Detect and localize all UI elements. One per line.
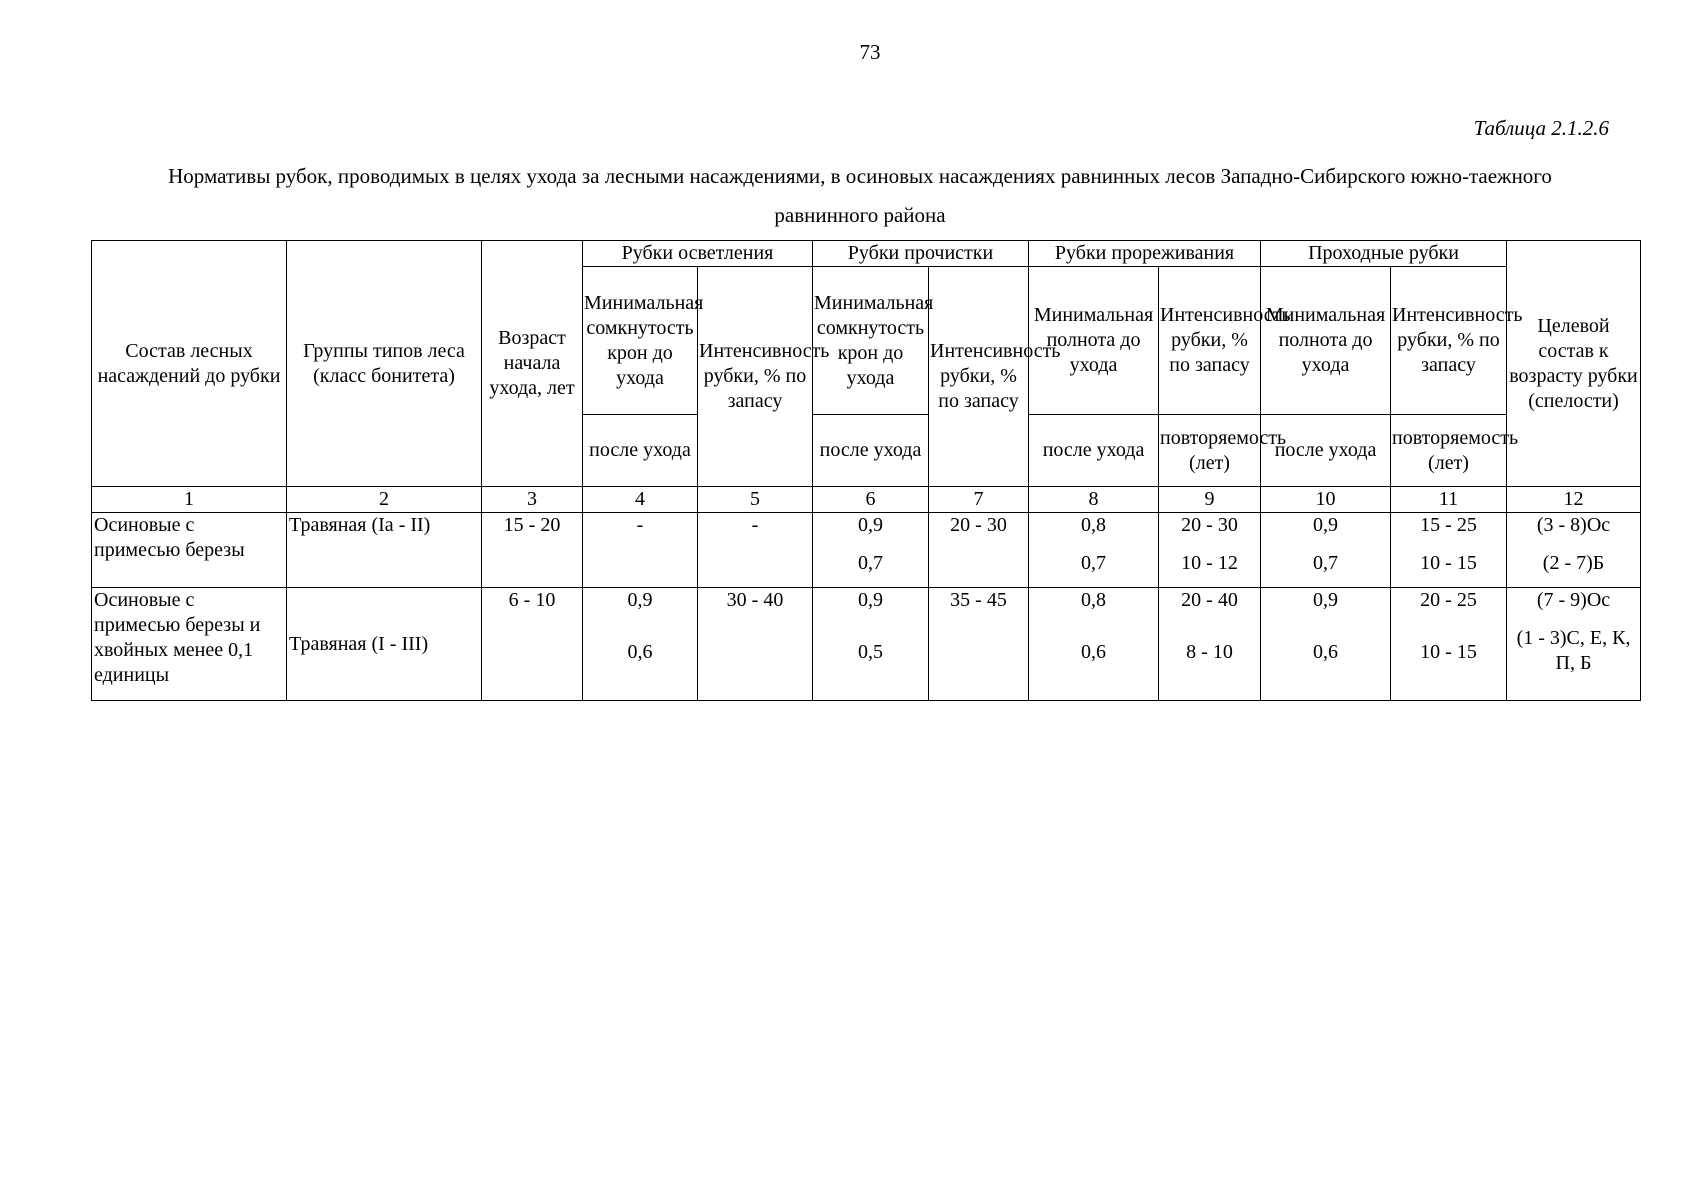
cell-value-intensity: 15 - 25 <box>1420 514 1477 536</box>
cell-c5: - <box>698 513 813 588</box>
header-group-clearing: Рубки осветления <box>583 241 813 267</box>
cell-value-after: 0,7 <box>858 552 883 574</box>
standards-table <box>91 240 1641 701</box>
cell-value-before: 0,9 <box>1313 589 1339 611</box>
cell-start-age: 6 - 10 <box>482 588 583 701</box>
column-number: 4 <box>583 487 698 513</box>
header-group-cleaning: Рубки прочистки <box>813 241 1029 267</box>
cell-composition: Осиновые с примесью березы <box>92 513 287 588</box>
cell-value-after: 0,7 <box>1081 552 1107 574</box>
cell-c4 <box>583 513 698 588</box>
page-number: 73 <box>859 40 881 64</box>
column-number: 6 <box>813 487 929 513</box>
cell-c6 <box>813 513 929 588</box>
header-c4-min-closure: Минимальная сомкнутость крон до ухода <box>583 267 698 415</box>
cell-value-before: 0,8 <box>1081 514 1107 536</box>
header-c5-intensity: Интенсивность рубки, % по запасу <box>698 267 813 487</box>
column-number: 10 <box>1261 487 1391 513</box>
cell-value-repeat: 8 - 10 <box>1186 641 1233 663</box>
cell-value-intensity: 20 - 30 <box>1181 514 1238 536</box>
header-start-age: Возраст начала ухода, лет <box>482 241 583 487</box>
cell-c9 <box>1159 588 1261 701</box>
cell-c8 <box>1029 513 1159 588</box>
cell-forest-type: Травяная (Ia - II) <box>287 513 482 588</box>
header-group-passage: Проходные рубки <box>1261 241 1507 267</box>
header-group-row <box>92 241 1641 267</box>
header-c8-after: после ухода <box>1029 415 1159 487</box>
column-number: 7 <box>929 487 1029 513</box>
cell-value-before: - <box>636 514 644 536</box>
column-number: 11 <box>1391 487 1507 513</box>
cell-value-before: 0,9 <box>858 514 883 536</box>
header-c6-after: после ухода <box>813 415 929 487</box>
table-row <box>92 513 1641 588</box>
column-number: 1 <box>92 487 287 513</box>
table-row <box>92 588 1641 701</box>
column-number: 2 <box>287 487 482 513</box>
cell-value-after: 0,6 <box>1313 641 1339 663</box>
table-title: Нормативы рубок, проводимых в целях ухода за лесными насаждениями, в осиновых насаждениях равнинных лесов Западно-Сибирского южно-таежного равнинного района <box>168 164 1552 227</box>
header-group-thinning: Рубки прореживания <box>1029 241 1261 267</box>
header-c10-after: после ухода <box>1261 415 1391 487</box>
header-c11-intensity: Интенсивность рубки, % по запасу <box>1391 267 1507 415</box>
header-c10-min-density: Минимальная полнота до ухода <box>1261 267 1391 415</box>
cell-target <box>1507 588 1641 701</box>
cell-value-after: 0,5 <box>858 641 883 663</box>
cell-value-intensity: 20 - 25 <box>1420 589 1477 611</box>
cell-value-before: 0,8 <box>1081 589 1107 611</box>
cell-value-repeat: 10 - 15 <box>1420 552 1477 574</box>
header-c4-after: после ухода <box>583 415 698 487</box>
column-number-row <box>92 487 1641 513</box>
header-composition: Состав лесных насаждений до рубки <box>92 241 287 487</box>
cell-c7: 35 - 45 <box>929 588 1029 701</box>
cell-c9 <box>1159 513 1261 588</box>
cell-value-repeat: 10 - 12 <box>1181 552 1238 574</box>
header-forest-type: Группы типов леса (класс бонитета) <box>287 241 482 487</box>
cell-start-age: 15 - 20 <box>482 513 583 588</box>
cell-c5: 30 - 40 <box>698 588 813 701</box>
column-number: 12 <box>1507 487 1641 513</box>
header-c11-repeat: повторяемость (лет) <box>1391 415 1507 487</box>
cell-forest-type: Травяная (I - III) <box>287 588 482 701</box>
header-c6-min-closure: Минимальная сомкнутость крон до ухода <box>813 267 929 415</box>
header-target-composition: Целевой состав к возрасту рубки (спелости) <box>1507 241 1641 487</box>
cell-c4 <box>583 588 698 701</box>
column-number: 9 <box>1159 487 1261 513</box>
cell-value-after: 0,6 <box>627 641 653 663</box>
cell-value-after: 0,7 <box>1313 552 1339 574</box>
cell-c8 <box>1029 588 1159 701</box>
cell-c10 <box>1261 513 1391 588</box>
header-c9-repeat: повторяемость (лет) <box>1159 415 1261 487</box>
cell-composition: Осиновые с примесью березы и хвойных менее 0,1 единицы <box>92 588 287 701</box>
cell-target-main: (3 - 8)Ос <box>1536 514 1611 536</box>
cell-value-intensity: 20 - 40 <box>1181 589 1238 611</box>
cell-value-repeat: 10 - 15 <box>1420 641 1477 663</box>
header-c8-min-density: Минимальная полнота до ухода <box>1029 267 1159 415</box>
cell-c7: 20 - 30 <box>929 513 1029 588</box>
column-number: 3 <box>482 487 583 513</box>
cell-c6 <box>813 588 929 701</box>
cell-target-main: (7 - 9)Ос <box>1536 589 1611 611</box>
cell-target-admix: (1 - 3)С, Е, К, П, Б <box>1516 627 1631 674</box>
cell-value-before: 0,9 <box>627 589 653 611</box>
cell-c11 <box>1391 588 1507 701</box>
cell-value-before: 0,9 <box>1313 514 1339 536</box>
cell-c11 <box>1391 513 1507 588</box>
cell-value-before: 0,9 <box>858 589 883 611</box>
table-label: Таблица 2.1.2.6 <box>1473 116 1609 140</box>
cell-target <box>1507 513 1641 588</box>
cell-target-admix: (2 - 7)Б <box>1542 552 1605 574</box>
header-c7-intensity: Интенсивность рубки, % по запасу <box>929 267 1029 487</box>
column-number: 8 <box>1029 487 1159 513</box>
cell-c10 <box>1261 588 1391 701</box>
column-number: 5 <box>698 487 813 513</box>
cell-value-after: 0,6 <box>1081 641 1107 663</box>
header-c9-intensity: Интенсивность рубки, % по запасу <box>1159 267 1261 415</box>
